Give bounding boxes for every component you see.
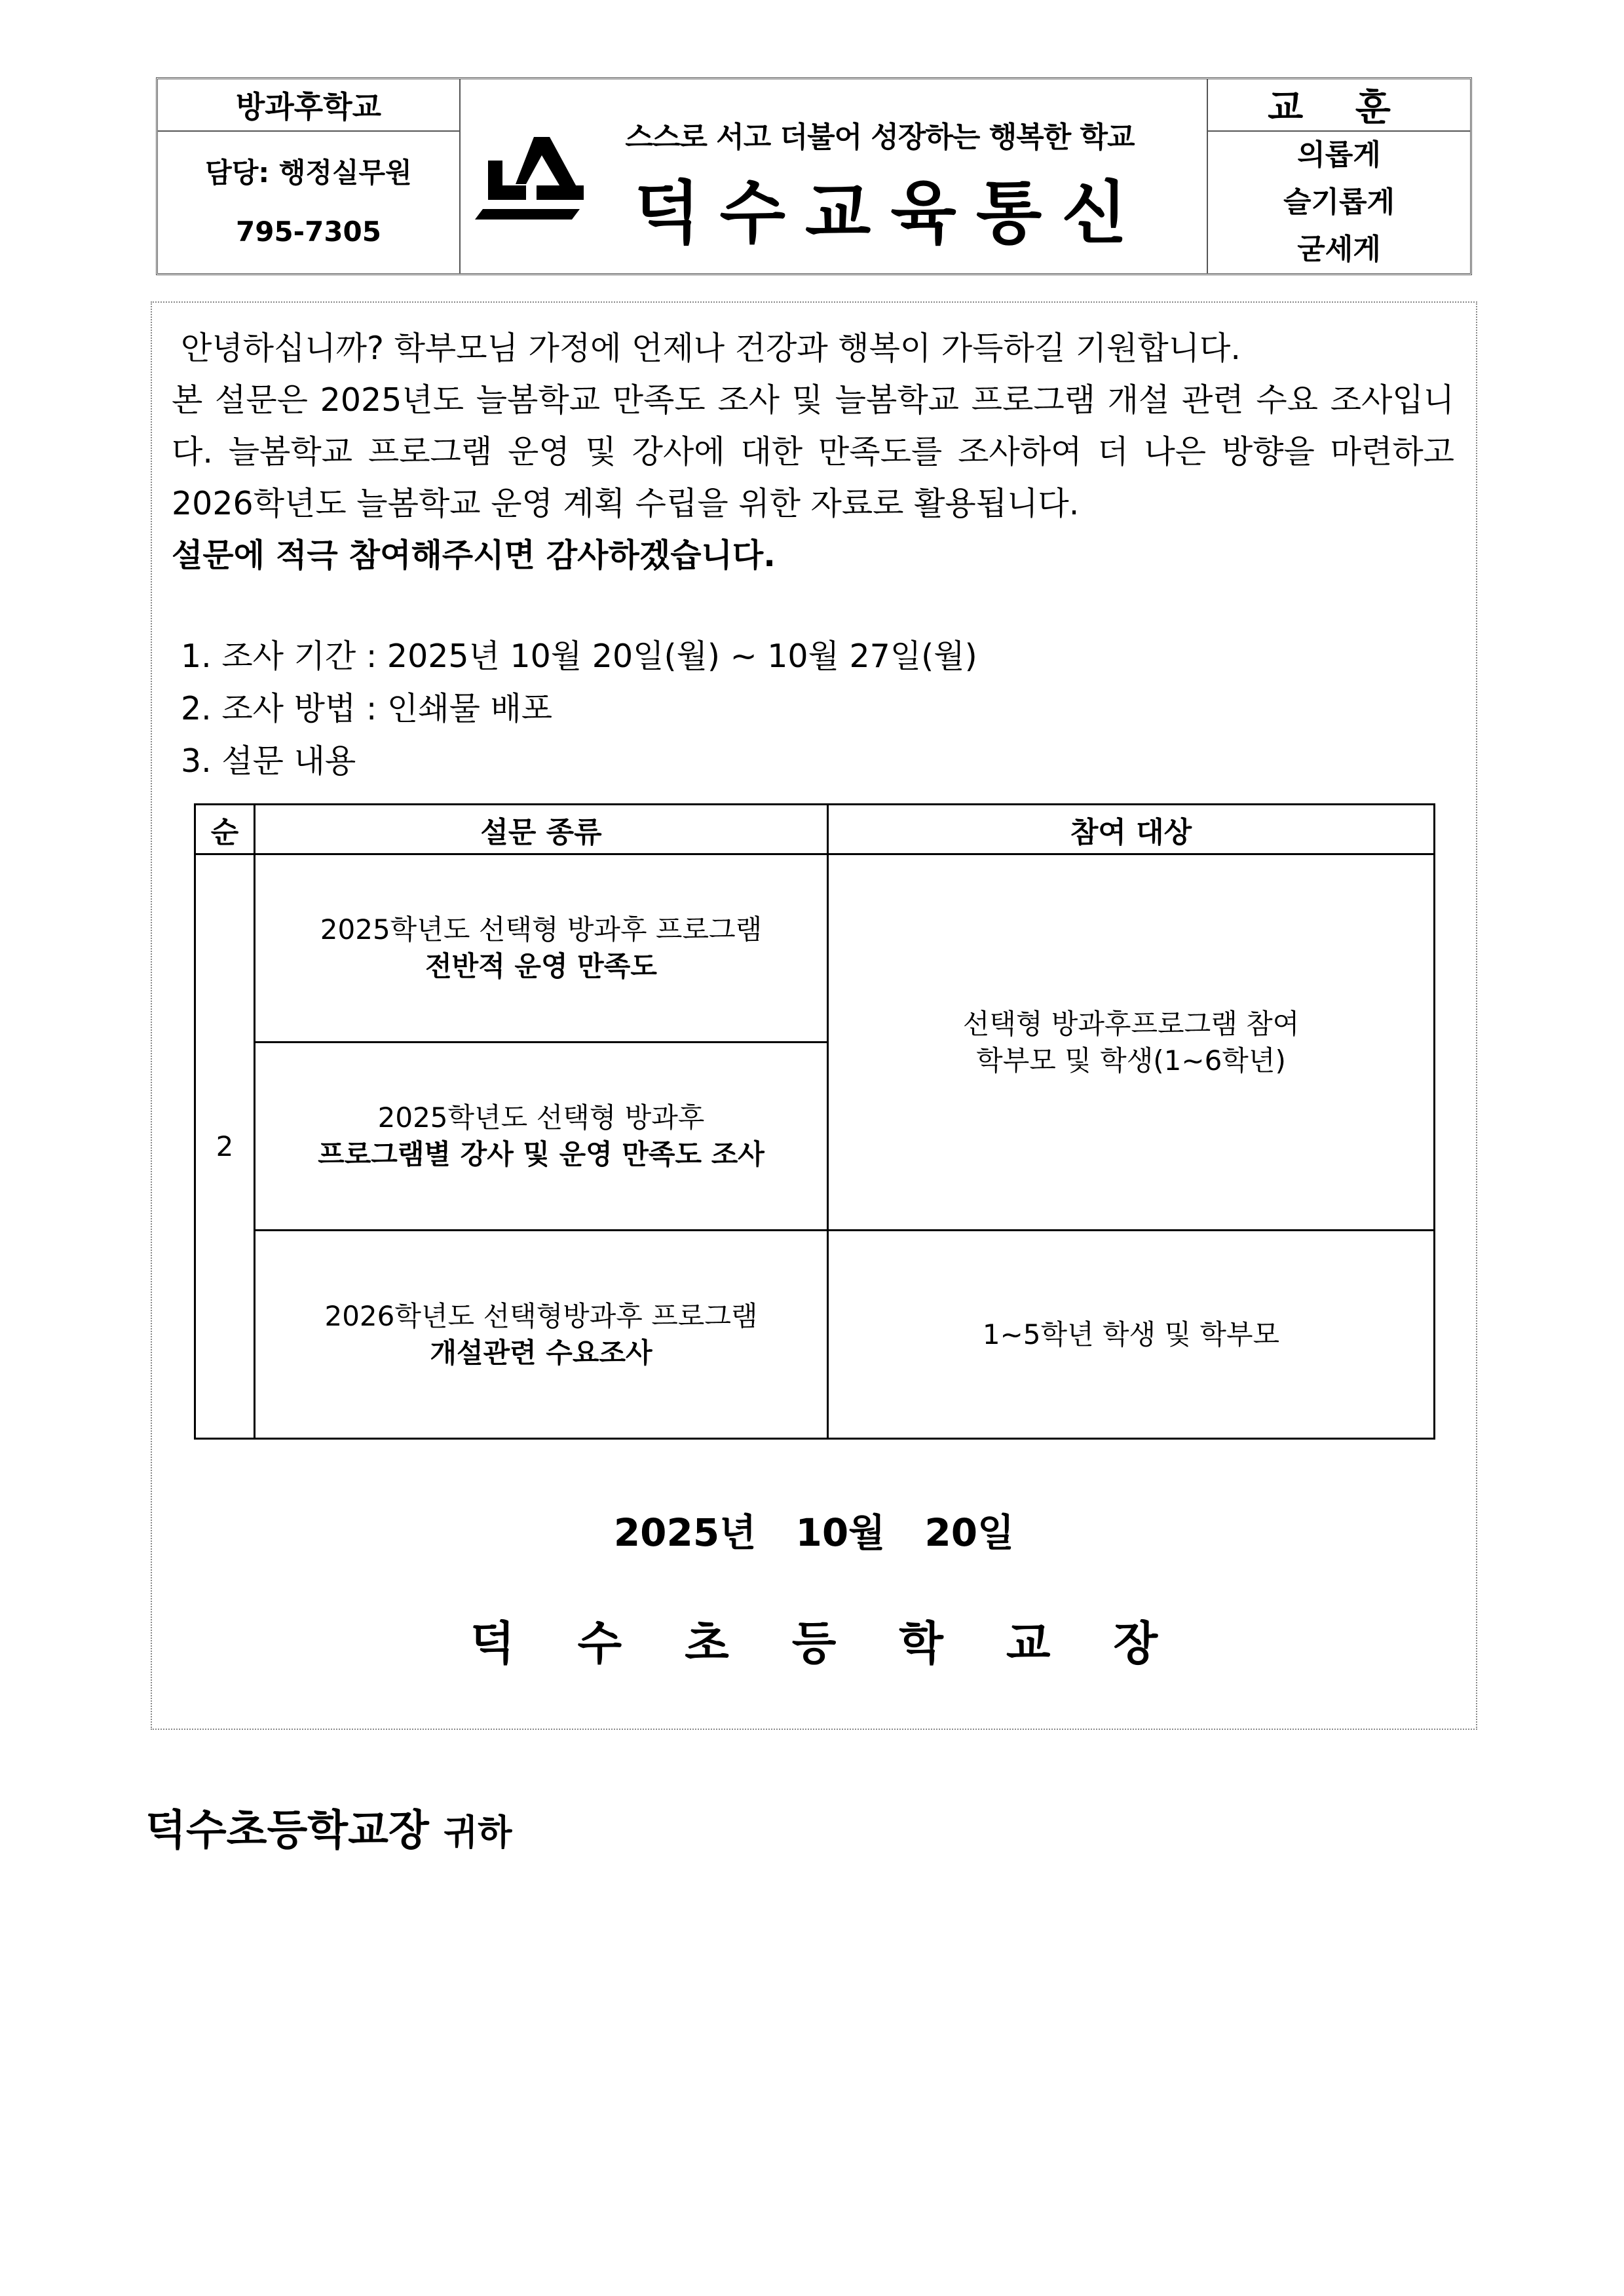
motto-item: 슬기롭게 <box>1283 185 1395 219</box>
target-line: 선택형 방과후프로그램 참여 <box>962 1007 1300 1040</box>
contact-label: 담당: 행정실무원 <box>205 157 412 189</box>
recipient-name: 덕수초등학교장 <box>145 1807 429 1855</box>
survey-type-line: 2025학년도 선택형 방과후 프로그램 <box>320 913 763 946</box>
notice-body <box>151 301 1477 1730</box>
school-motto-label: 교 훈 <box>1208 79 1470 132</box>
target-line: 학부모 및 학생(1~6학년) <box>976 1044 1286 1077</box>
row-number: 2 <box>195 854 255 1439</box>
survey-type-title: 프로그램별 강사 및 운영 만족도 조사 <box>318 1138 765 1170</box>
intro-paragraph: 본 설문은 2025년도 늘봄학교 만족도 조사 및 늘봄학교 프로그램 개설 관련 수요 조사입니다. 늘봄학교 프로그램 운영 및 강사에 대한 만족도를 조사하여 더 나은 방향을 마련하고 2026학년도 늘봄학교 운영 계획 수립을 위한 자료로 활용됩니다. <box>172 381 1454 522</box>
newsletter-title: 덕수교육통신 <box>634 173 1147 253</box>
survey-details <box>181 630 977 788</box>
closing-line: 설문에 적극 참여해주시면 감사하겠습니다. <box>172 537 776 574</box>
category-label: 방과후학교 <box>158 79 459 132</box>
school-slogan: 스스로 서고 더불어 성장하는 행복한 학교 <box>625 121 1135 154</box>
intro-text <box>172 322 1454 581</box>
principal-signature: 덕수초등학교장 <box>470 1617 1221 1670</box>
table-row <box>195 1231 1435 1439</box>
survey-table <box>194 803 1435 1440</box>
target-line: 1~5학년 학생 및 학부모 <box>982 1318 1280 1350</box>
survey-type-line: 2026학년도 선택형방과후 프로그램 <box>324 1299 758 1332</box>
motto-item: 의롭게 <box>1297 138 1381 172</box>
survey-period: 1. 조사 기간 : 2025년 10월 20일(월) ~ 10월 27일(월) <box>181 638 977 675</box>
contact-phone: 795-7305 <box>236 216 381 248</box>
issue-date: 2025년 10월 20일 <box>613 1510 1015 1555</box>
header-right-panel <box>1207 79 1470 273</box>
header-title-panel <box>461 79 1207 273</box>
recipient-honorific: 귀하 <box>444 1812 512 1853</box>
newsletter-header <box>156 77 1472 275</box>
table-row <box>195 854 1435 1043</box>
survey-type-title: 개설관련 수요조사 <box>430 1336 652 1369</box>
survey-type-cell <box>255 1043 828 1231</box>
target-cell <box>828 1231 1435 1439</box>
column-header: 참여 대상 <box>828 805 1435 854</box>
contact-info <box>158 132 459 273</box>
survey-type-line: 2025학년도 선택형 방과후 <box>377 1101 705 1134</box>
school-logo-icon <box>474 132 588 223</box>
survey-type-cell <box>255 1231 828 1439</box>
column-header: 설문 종류 <box>255 805 828 854</box>
motto-item: 굳세게 <box>1297 233 1381 266</box>
school-motto-list <box>1208 132 1470 273</box>
survey-type-cell <box>255 854 828 1043</box>
target-cell <box>828 854 1435 1231</box>
header-left-panel <box>158 79 461 273</box>
greeting: 안녕하십니까? 학부모님 가정에 언제나 건강과 행복이 가득하길 기원합니다. <box>181 330 1241 367</box>
survey-type-title: 전반적 운영 만족도 <box>425 950 657 982</box>
table-header-row <box>195 805 1435 854</box>
column-header: 순 <box>195 805 255 854</box>
survey-content-label: 3. 설문 내용 <box>181 742 356 780</box>
survey-method: 2. 조사 방법 : 인쇄물 배포 <box>181 690 553 727</box>
recipient-line <box>145 1797 512 1857</box>
